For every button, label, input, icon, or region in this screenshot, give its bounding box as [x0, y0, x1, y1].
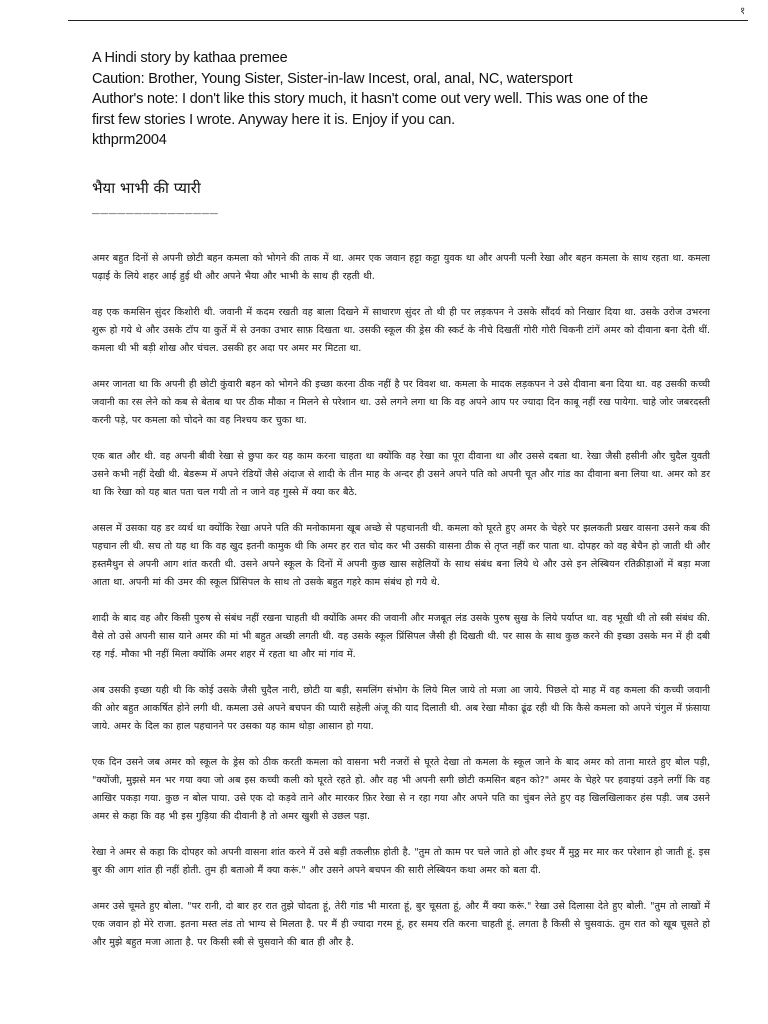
- header-line-authors-note: Author's note: I don't like this story much, it hasn't come out very well. This was one of the: [92, 91, 648, 108]
- story-paragraph: अमर जानता था कि अपनी ही छोटी कुंवारी बहन को भोगने की इच्छा करना ठीक नहीं है पर विवश था. कमला के मादक लड़कपन ने उसे दीवाना बना दिया था. वह उसकी कच्ची जवानी का रस लेने को कब से बेताब था पर ठीक मौका न मिलने से परेशान था. उसे लगने लगा था कि वह अपने आप पर ज्यादा दिन काबू नहीं रख पायेगा. चाहे जोर जबरदस्ती करनी पड़े, पर कमला को चोदने का वह निश्चय कर चुका था.: [92, 379, 710, 426]
- story-paragraph: अमर बहुत दिनों से अपनी छोटी बहन कमला को भोगने की ताक में था. अमर एक जवान हट्टा कट्टा युवक था और अपनी पत्नी रेखा और बहन कमला के साथ रहता था. कमला पढ़ाई के लिये शहर आई हुई थी और अपने भैया और भाभी के साथ ही रहती थी.: [92, 253, 710, 282]
- story-header: [92, 48, 732, 151]
- story-paragraph: एक दिन उसने जब अमर को स्कूल के ड्रेस को ठीक करती कमला को वासना भरी नजरों से घूरते देखा तो कमला के स्कूल जाने के बाद अमर को ताना मारते हुए बोल पड़ी, "क्योंजी, मुझसे मन भर गया क्या जो अब इस कच्ची कली को घूरते रहते हो. और वह भी अपनी सगी छोटी कमसिन बहन को?" अमर के चेहरे पर हवाइयां उड़ने लगीं कि वह आखिर पकड़ा गया. कुछ न बोल पाया. उसे एक दो कड़वे ताने और मारकर फ़िर रेखा से न रहा गया और अपने पति का चुंबन लेते हुए वह खिलखिलाकर हंस पड़ी. जब उसने अमर से कहा कि वह भी इस गुड़िया की दीवानी है तो अमर खुशी से उछल पड़ा.: [92, 757, 710, 822]
- header-line-story-source: A Hindi story by kathaa premee: [92, 50, 288, 66]
- story-title-rule: _______________: [92, 200, 219, 215]
- page-header-rule: [68, 20, 748, 21]
- story-body: [92, 250, 710, 970]
- story-paragraph: एक बात और थी. वह अपनी बीवी रेखा से छुपा कर यह काम करना चाहता था क्योंकि वह रेखा का पूरा दीवाना था और उससे दबता था. रेखा जैसी हसीनी और चुदैल युवती उसने कभी नहीं देखी थी. बेडरूम में अपने रंडियों जैसे अंदाज से शादी के तीन माह के अन्दर ही उसने अपने पति को अपनी चूत और गांड का दीवाना बना लिया था. अमर को डर था कि रेखा को यह बात पता चल गयी तो न जाने वह गुस्से में क्या कर बैठे.: [92, 451, 710, 498]
- story-paragraph: वह एक कमसिन सुंदर किशोरी थी. जवानी में कदम रखती वह बाला दिखने में साधारण सुंदर तो थी ही पर लड़कपन ने उसके सौंदर्य को निखार दिया था. उसके उरोज उभरना शुरू हो गये थे और उसके टॉप या कुर्ते में से उनका उभार साफ़ दिखता था. उसकी स्कूल की ड्रेस की स्कर्ट के नीचे दिखतीं गोरी गोरी चिकनी टांगें अमर को दीवाना बना देती थीं. कमला थी भी बड़ी शोख और चंचल. उसकी हर अदा पर अमर मर मिटता था.: [92, 307, 710, 354]
- story-paragraph: अब उसकी इच्छा यही थी कि कोई उसके जैसी चुदैल नारी, छोटी या बड़ी, समलिंग संभोग के लिये मिल जाये तो मजा आ जाये. पिछले दो माह में वह कमला की कच्ची जवानी की ओर बहुत आकर्षित होने लगी थी. कमला उसे अपने बचपन की प्यारी सहेली अंजू की याद दिलाती थी. अब रेखा मौका ढूंढ रही थी कि कैसे कमला को अपने चंगुल में फ़ंसाया जाये. अमर के दिल का हाल पहचानने पर उसका यह काम थोड़ा आसान हो गया.: [92, 685, 710, 732]
- story-title: भैया भाभी की प्यारी: [92, 179, 201, 197]
- story-paragraph: असल में उसका यह डर व्यर्थ था क्योंकि रेखा अपने पति की मनोकामना खूब अच्छे से पहचानती थी. कमला को घूरते हुए अमर के चेहरे पर झलकती प्रखर वासना उसने कब की पहचान ली थी. सच तो यह था कि वह खुद इतनी कामुक थी कि अमर हर रात चोद कर भी उसकी वासना ठीक से तृप्त नहीं कर पाता था. दोपहर को वह बेचैन हो जाती थी और हस्तमैथुन से अपनी आग शांत करती थी. उसने अपने स्कूल के दिनों में अपनी कुछ खास सहेलियों के साथ संबंध बना लिये थे और उसे इन लेस्बियन रतिक्रीड़ाओं में बड़ा मजा आता था. अपनी मां की उमर की स्कूल प्रिंसिपल के साथ तो उसके बहुत गहरे काम संबंध हो गये थे.: [92, 523, 710, 588]
- header-line-authors-note-continued: first few stories I wrote. Anyway here it is. Enjoy if you can.: [92, 111, 455, 128]
- story-paragraph: अमर उसे चूमते हुए बोला. "पर रानी, दो बार हर रात तुझे चोदता हूं, तेरी गांड भी मारता हूं, बुर चूसता हूं, और मैं क्या करूं." रेखा उसे दिलासा देते हुए बोली. "तुम तो लाखों में एक जवान हो मेरे राजा. इतना मस्त लंड तो भाग्य से मिलता है. पर मैं ही ज्यादा गरम हूं, हर समय रति करना चाहती हूं. लगता है किसी से चुसवाऊं. तुम रात को खूब चूसते हो और मुझे बहुत मजा आता है. पर किसी स्त्री से चुसवाने की बात ही और है.: [92, 901, 710, 948]
- header-line-caution: Caution: Brother, Young Sister, Sister-in-law Incest, oral, anal, NC, watersport: [92, 70, 573, 87]
- story-paragraph: शादी के बाद वह और किसी पुरुष से संबंध नहीं रखना चाहती थी क्योंकि अमर की जवानी और मजबूत लंड उसके पुरुष सुख के लिये पर्याप्त था. वह भूखी थी तो स्त्री संबंध की. वैसे तो उसे अपनी सास याने अमर की मां भी बहुत अच्छी लगती थी. वह उसके स्कूल प्रिंसिपल जैसी ही दिखती थी. पर सास के साथ कुछ करने की इच्छा उसके मन में ही दबी रह गई. मौका भी नहीं मिला क्योंकि अमर शहर में रहता था और मां गांव में.: [92, 613, 710, 660]
- header-line-author-id: kthprm2004: [92, 132, 167, 149]
- story-paragraph: रेखा ने अमर से कहा कि दोपहर को अपनी वासना शांत करने में उसे बड़ी तकलीफ़ होती है. "तुम तो काम पर चले जाते हो और इधर मैं मुठ्ठ मर मार कर परेशान हो जाती हूं. इस बुर की आग शांत ही नहीं होती. तुम ही बताओ मैं क्या करूं." और उसने अपने बचपन की सारी लेस्बियन कथा अमर को बता दी.: [92, 847, 710, 876]
- page-number: १: [740, 6, 746, 17]
